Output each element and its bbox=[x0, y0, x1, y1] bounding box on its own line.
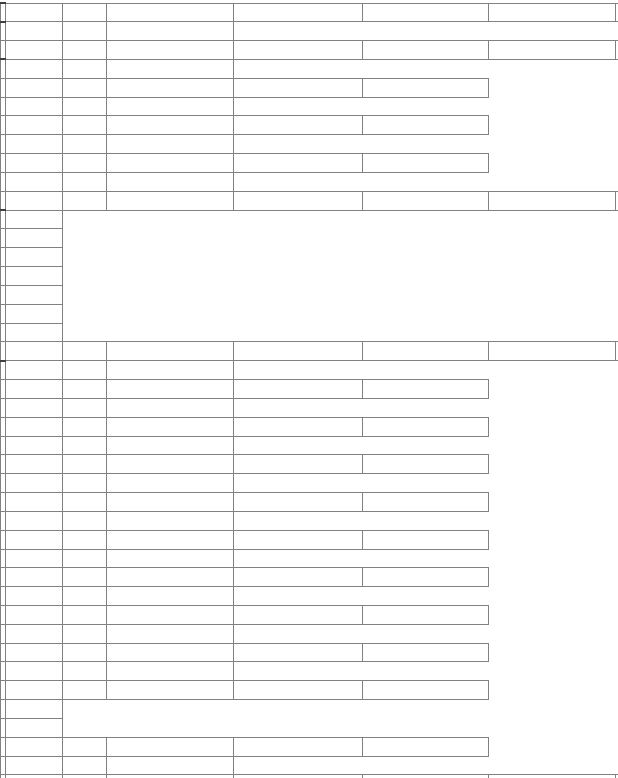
value1-cell bbox=[63, 361, 107, 380]
room-area-cell bbox=[6, 493, 63, 512]
pair-total-cell bbox=[63, 530, 107, 549]
value1-cell bbox=[107, 606, 234, 625]
table-row bbox=[1, 191, 618, 210]
room-area-cell bbox=[6, 436, 63, 455]
value1-cell bbox=[107, 737, 234, 756]
room-area-cell bbox=[6, 154, 63, 173]
table-row bbox=[1, 41, 618, 60]
room-area-cell bbox=[6, 380, 63, 399]
value2-cell bbox=[234, 606, 363, 625]
spreadsheet-area bbox=[0, 2, 618, 778]
value2-cell bbox=[234, 455, 363, 474]
value2-cell bbox=[107, 436, 234, 455]
value2-cell bbox=[107, 474, 234, 493]
pair-total-cell bbox=[63, 380, 107, 399]
room-area-cell bbox=[6, 756, 63, 775]
table-row bbox=[1, 361, 618, 380]
value1-cell bbox=[63, 436, 107, 455]
value1-cell bbox=[107, 417, 234, 436]
right-edge-clipped-column bbox=[363, 681, 489, 700]
value1-cell bbox=[63, 135, 107, 154]
table-row bbox=[1, 323, 618, 342]
value1-cell bbox=[63, 624, 107, 643]
table-row bbox=[1, 59, 618, 78]
table-row bbox=[1, 455, 618, 474]
right-edge-clipped-column bbox=[363, 455, 489, 474]
value2-cell bbox=[107, 172, 234, 191]
room-area-cell bbox=[6, 97, 63, 116]
room-area-cell bbox=[6, 398, 63, 417]
room-area-cell bbox=[6, 78, 63, 97]
value2-cell bbox=[234, 380, 363, 399]
room-area-cell bbox=[6, 285, 63, 304]
value2-cell bbox=[489, 342, 616, 361]
value2-cell bbox=[234, 493, 363, 512]
value2-cell bbox=[107, 549, 234, 568]
table-row bbox=[1, 549, 618, 568]
table-row bbox=[1, 22, 618, 41]
room-area-cell bbox=[107, 3, 234, 22]
table-row bbox=[1, 285, 618, 304]
right-edge-clipped-column bbox=[363, 568, 489, 587]
room-area-cell bbox=[107, 191, 234, 210]
value1-cell bbox=[63, 549, 107, 568]
room-number-cell bbox=[63, 342, 107, 361]
table-row bbox=[1, 493, 618, 512]
building-label bbox=[6, 3, 63, 22]
room-area-cell bbox=[6, 662, 63, 681]
value2-cell bbox=[107, 22, 234, 41]
room-area-cell bbox=[6, 417, 63, 436]
table-row bbox=[1, 267, 618, 286]
room-area-cell bbox=[6, 587, 63, 606]
value1-cell bbox=[63, 97, 107, 116]
right-edge-clipped-column bbox=[363, 417, 489, 436]
room-area-cell bbox=[6, 172, 63, 191]
value2-cell bbox=[234, 568, 363, 587]
room-number-cell bbox=[63, 191, 107, 210]
value2-cell bbox=[107, 756, 234, 775]
table-row bbox=[1, 210, 618, 229]
table-row bbox=[1, 417, 618, 436]
room-area-cell bbox=[107, 342, 234, 361]
pair-total-cell bbox=[63, 681, 107, 700]
right-edge-clipped-column bbox=[363, 116, 489, 135]
pair-total-cell bbox=[63, 568, 107, 587]
value1-cell bbox=[107, 116, 234, 135]
building-label bbox=[6, 342, 63, 361]
value1-cell bbox=[63, 511, 107, 530]
value1-cell bbox=[63, 59, 107, 78]
value1-cell bbox=[107, 530, 234, 549]
room-area-cell bbox=[6, 568, 63, 587]
value1-cell bbox=[63, 756, 107, 775]
room-area-cell bbox=[6, 361, 63, 380]
room-area-cell bbox=[6, 248, 63, 267]
pair-total-cell bbox=[63, 78, 107, 97]
value2-cell bbox=[107, 97, 234, 116]
table-row bbox=[1, 380, 618, 399]
right-edge-clipped-column bbox=[363, 737, 489, 756]
room-area-cell bbox=[6, 606, 63, 625]
table-row bbox=[1, 116, 618, 135]
value2-cell bbox=[234, 154, 363, 173]
right-edge-clipped-column bbox=[363, 643, 489, 662]
table-row bbox=[1, 568, 618, 587]
pair-total-cell bbox=[63, 154, 107, 173]
value2-cell bbox=[107, 662, 234, 681]
right-edge-clipped-column bbox=[363, 154, 489, 173]
table-row bbox=[1, 304, 618, 323]
room-number-cell bbox=[63, 3, 107, 22]
table-row bbox=[1, 398, 618, 417]
right-edge-clipped-column bbox=[363, 380, 489, 399]
table-row bbox=[1, 587, 618, 606]
value1-cell bbox=[107, 455, 234, 474]
right-edge-clipped-column bbox=[363, 78, 489, 97]
room-area-cell bbox=[6, 116, 63, 135]
property-table-body bbox=[1, 3, 618, 778]
value1-cell bbox=[63, 474, 107, 493]
table-row bbox=[1, 511, 618, 530]
value2-cell bbox=[107, 59, 234, 78]
room-area-cell bbox=[6, 718, 63, 737]
pair-total-cell bbox=[234, 191, 363, 210]
room-area-cell bbox=[6, 681, 63, 700]
value1-cell bbox=[363, 342, 489, 361]
value1-cell bbox=[107, 493, 234, 512]
value1-cell bbox=[107, 643, 234, 662]
table-row bbox=[1, 474, 618, 493]
table-row bbox=[1, 97, 618, 116]
value1-cell bbox=[107, 78, 234, 97]
room-area-cell bbox=[6, 474, 63, 493]
value2-cell bbox=[234, 417, 363, 436]
pair-total-cell bbox=[63, 737, 107, 756]
property-table bbox=[0, 2, 618, 778]
table-row bbox=[1, 737, 618, 756]
value1-cell bbox=[363, 41, 489, 60]
value1-cell bbox=[63, 398, 107, 417]
table-row bbox=[1, 135, 618, 154]
room-area-cell bbox=[6, 624, 63, 643]
value2-cell bbox=[107, 361, 234, 380]
building-label bbox=[6, 41, 63, 60]
value2-cell bbox=[234, 116, 363, 135]
table-row bbox=[1, 229, 618, 248]
value2-cell bbox=[234, 78, 363, 97]
right-edge-clipped-column bbox=[363, 530, 489, 549]
room-area-cell bbox=[6, 323, 63, 342]
room-area-cell bbox=[6, 511, 63, 530]
pair-total-cell bbox=[63, 417, 107, 436]
value2-cell bbox=[489, 3, 616, 22]
floor-value1-merged-cell bbox=[107, 681, 234, 700]
room-area-cell bbox=[6, 304, 63, 323]
value1-cell bbox=[63, 172, 107, 191]
value2-cell bbox=[234, 530, 363, 549]
floor-value2-merged-cell bbox=[489, 191, 616, 210]
pair-total-cell bbox=[63, 455, 107, 474]
value2-cell bbox=[234, 737, 363, 756]
value1-cell bbox=[107, 568, 234, 587]
value2-cell bbox=[107, 398, 234, 417]
table-row bbox=[1, 606, 618, 625]
room-number-cell bbox=[63, 41, 107, 60]
pair-total-cell bbox=[63, 643, 107, 662]
room-area-cell bbox=[6, 737, 63, 756]
table-row bbox=[1, 342, 618, 361]
room-area-cell bbox=[6, 22, 63, 41]
room-area-cell bbox=[6, 643, 63, 662]
value2-cell bbox=[234, 643, 363, 662]
value1-cell bbox=[107, 154, 234, 173]
value2-cell bbox=[107, 135, 234, 154]
pair-total-cell bbox=[63, 606, 107, 625]
table-row bbox=[1, 172, 618, 191]
pair-total-cell bbox=[234, 3, 363, 22]
value2-cell bbox=[489, 41, 616, 60]
table-row bbox=[1, 436, 618, 455]
room-area-cell bbox=[6, 455, 63, 474]
table-row bbox=[1, 700, 618, 719]
value1-cell bbox=[63, 662, 107, 681]
room-area-cell bbox=[6, 135, 63, 154]
floor-value1-merged-cell bbox=[363, 191, 489, 210]
table-row bbox=[1, 248, 618, 267]
right-edge-clipped-column bbox=[363, 606, 489, 625]
room-area-cell bbox=[6, 210, 63, 229]
table-row bbox=[1, 154, 618, 173]
building-label bbox=[6, 191, 63, 210]
floor-value2-merged-cell bbox=[234, 681, 363, 700]
table-row bbox=[1, 718, 618, 737]
table-row bbox=[1, 3, 618, 22]
table-row bbox=[1, 756, 618, 775]
value1-cell bbox=[363, 3, 489, 22]
value1-cell bbox=[63, 22, 107, 41]
right-edge-clipped-column bbox=[363, 493, 489, 512]
table-row bbox=[1, 78, 618, 97]
room-area-cell bbox=[6, 59, 63, 78]
room-area-cell bbox=[6, 530, 63, 549]
room-area-cell bbox=[6, 700, 63, 719]
value2-cell bbox=[107, 624, 234, 643]
room-area-cell bbox=[6, 267, 63, 286]
room-area-cell bbox=[6, 229, 63, 248]
value1-cell bbox=[63, 587, 107, 606]
value2-cell bbox=[107, 587, 234, 606]
table-row bbox=[1, 624, 618, 643]
table-row bbox=[1, 530, 618, 549]
value1-cell bbox=[107, 380, 234, 399]
pair-total-cell bbox=[63, 116, 107, 135]
table-row bbox=[1, 643, 618, 662]
room-area-cell bbox=[107, 41, 234, 60]
value2-cell bbox=[107, 511, 234, 530]
table-row bbox=[1, 681, 618, 700]
pair-total-cell bbox=[234, 41, 363, 60]
pair-total-cell bbox=[234, 342, 363, 361]
table-row bbox=[1, 662, 618, 681]
room-area-cell bbox=[6, 549, 63, 568]
pair-total-cell bbox=[63, 493, 107, 512]
